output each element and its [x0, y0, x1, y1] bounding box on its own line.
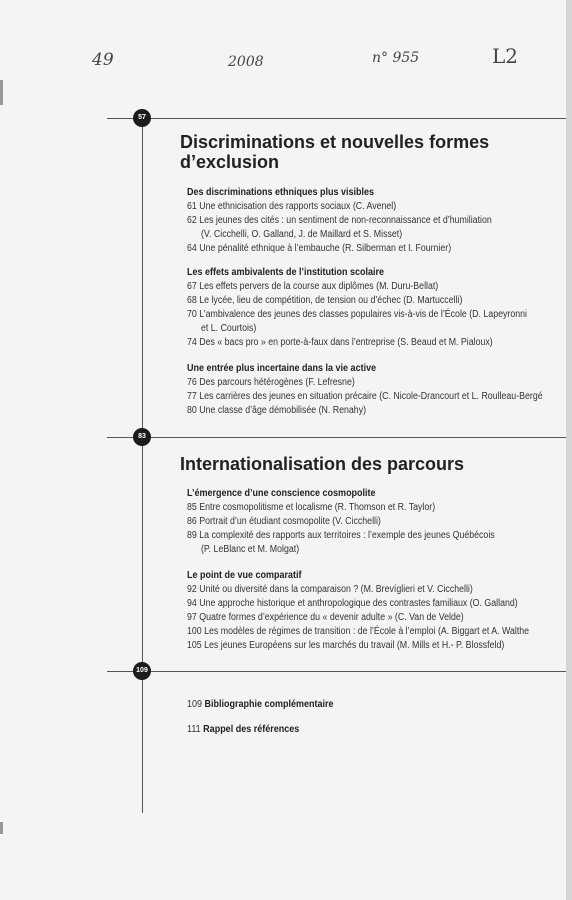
toc-entry[interactable]: 86 Portrait d’un étudiant cosmopolite (V. Cicchelli) — [187, 516, 381, 527]
group-heading: Le point de vue comparatif — [187, 570, 302, 581]
toc-entry[interactable]: 100 Les modèles de régimes de transition : de l’École à l’emploi (A. Biggart et A. Walthe — [187, 626, 530, 637]
page-marker-3: 109 — [133, 662, 151, 680]
toc-entry[interactable]: 67 Les effets pervers de la course aux diplômes (M. Duru-Bellat) — [187, 281, 439, 292]
toc-entry[interactable]: 61 Une ethnicisation des rapports sociaux (C. Avenel) — [187, 201, 397, 212]
toc-entry[interactable]: 70 L’ambivalence des jeunes des classes populaires vis-à-vis de l’École (D. Lapeyronni — [187, 309, 527, 320]
scan-mark — [0, 822, 3, 834]
group-heading: Des discriminations ethniques plus visibles — [187, 187, 375, 198]
reference-label: Bibliographie complémentaire — [204, 699, 334, 710]
scan-mark — [0, 80, 3, 105]
toc-entry-cont: (V. Cicchelli, O. Galland, J. de Maillard et S. Misset) — [201, 229, 403, 240]
reference-page-number: 111 — [187, 724, 204, 735]
section-title: Discriminations et nouvelles formes — [180, 132, 490, 152]
section-title: Internationalisation des parcours — [180, 454, 465, 474]
toc-entry[interactable]: 76 Des parcours hétérogènes (F. Lefresne) — [187, 377, 355, 388]
toc-entry[interactable]: 94 Une approche historique et anthropologique des contrastes familiaux (O. Galland) — [187, 598, 518, 609]
toc-entry[interactable]: 97 Quatre formes d’expérience du « devenir adulte » (C. Van de Velde) — [187, 612, 464, 623]
section-title-cont: d’exclusion — [180, 152, 280, 172]
toc-entry[interactable]: 105 Les jeunes Européens sur les marchés du travail (M. Mills et H.- P. Blossfeld) — [187, 640, 505, 651]
toc-entry[interactable]: 92 Unité ou diversité dans la comparaison ? (M. Brevíglieri et V. Cicchelli) — [187, 584, 473, 595]
toc-entry[interactable]: 68 Le lycée, lieu de compétition, de tension ou d’échec (D. Martuccelli) — [187, 295, 463, 306]
toc-entry-cont: (P. LeBlanc et M. Molgat) — [201, 544, 300, 555]
handwritten-note-b: 2008 — [228, 54, 264, 70]
section-rule-1 — [107, 118, 566, 119]
toc-entry[interactable]: 62 Les jeunes des cités : un sentiment de non-reconnaissance et d’humiliation — [187, 215, 492, 226]
handwritten-note-d: L2 — [492, 44, 519, 68]
page-marker-2: 83 — [133, 428, 151, 446]
page-marker-1: 57 — [133, 109, 151, 127]
section-rule-2 — [107, 437, 566, 438]
reference-recall[interactable] — [187, 724, 299, 735]
toc-entry[interactable]: 89 La complexité des rapports aux territoires : l’exemple des jeunes Québécois — [187, 530, 495, 541]
group-heading: Les effets ambivalents de l’institution scolaire — [187, 267, 385, 278]
vertical-rule — [142, 118, 143, 813]
toc-entry[interactable]: 80 Une classe d’âge démobilisée (N. Renahy) — [187, 405, 367, 416]
toc-entry[interactable]: 77 Les carrières des jeunes en situation précaire (C. Nicole-Drancourt et L. Roulleau-Bergé — [187, 391, 543, 402]
toc-entry[interactable]: 74 Des « bacs pro » en porte-à-faux dans l’entreprise (S. Beaud et M. Pialoux) — [187, 337, 493, 348]
toc-entry[interactable]: 85 Entre cosmopolitisme et localisme (R. Thomson et R. Taylor) — [187, 502, 436, 513]
scan-edge — [566, 0, 572, 900]
group-heading: Une entrée plus incertaine dans la vie active — [187, 363, 377, 374]
group-heading: L’émergence d’une conscience cosmopolite — [187, 488, 376, 499]
reference-label: Rappel des références — [203, 724, 300, 735]
section-rule-3 — [107, 671, 566, 672]
reference-page-number: 109 — [187, 699, 205, 710]
reference-bibliography[interactable] — [187, 699, 334, 710]
toc-entry-cont: et L. Courtois) — [201, 323, 257, 334]
handwritten-note-a: 49 — [92, 50, 114, 70]
toc-entry[interactable]: 64 Une pénalité ethnique à l’embauche (R. Silberman et I. Fournier) — [187, 243, 452, 254]
handwritten-note-c: n° 955 — [372, 50, 420, 66]
